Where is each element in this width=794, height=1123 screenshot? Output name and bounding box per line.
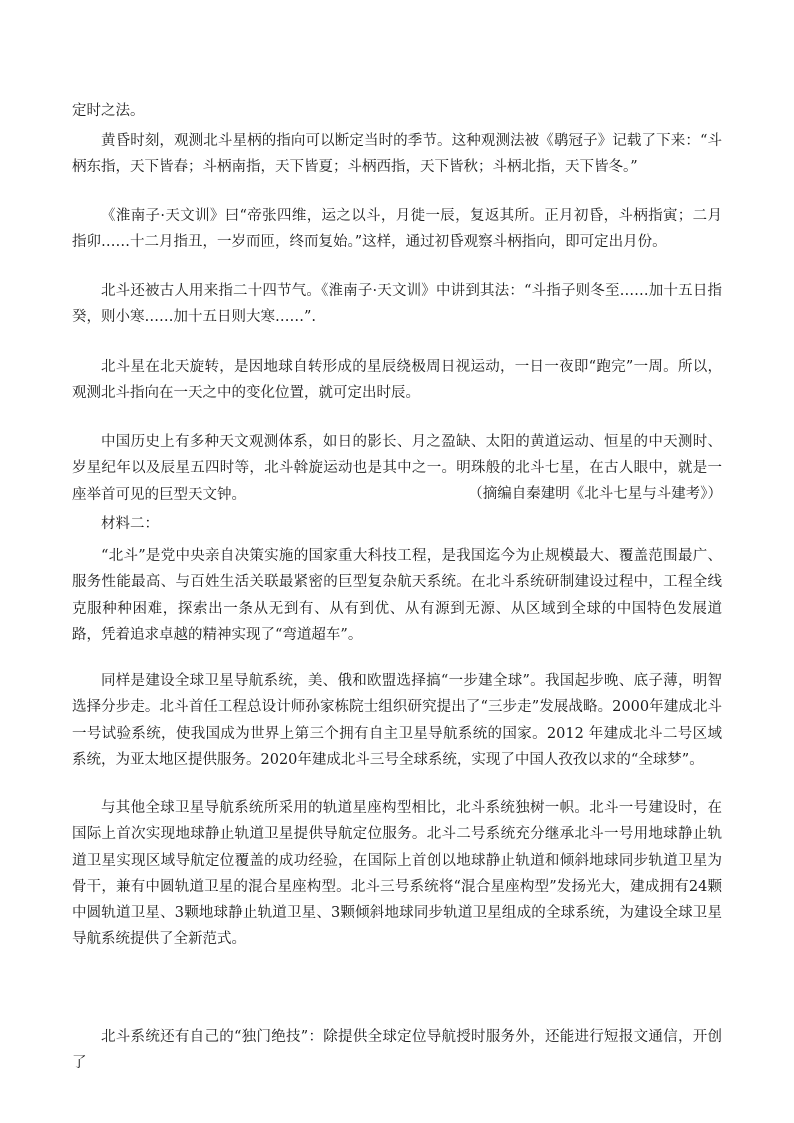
material-two-heading: 材料二：	[101, 516, 159, 532]
paragraph-dusk-observation: 黄昏时刻，观测北斗星柄的指向可以断定当时的季节。这种观测法被《鹖冠子》记载了下来：“斗柄东指，天下皆春；斗柄南指，天下皆夏；斗柄西指，天下皆秋；斗柄北指，天下皆冬。”	[72, 133, 722, 176]
paragraph-constellation: 与其他全球卫星导航系统所采用的轨道星座构型相比，北斗系统独树一帜。北斗一号建设时，在国际上首次实现地球静止轨道卫星提供导航定位服务。北斗二号系统充分继承北斗一号用地球静止轨道卫星实现区域导航定位覆盖的成功经验，在国际上首创以地球静止轨道和倾斜地球同步轨道卫星为骨干，兼有中圆轨道卫星的混合星座构型。北斗三号系统将“混合星座构型”发扬光大，建成拥有24颗中圆轨道卫星、3颗地球静止轨道卫星、3颗倾斜地球同步轨道卫星组成的全球系统，为建设全球卫星导航系统提供了全新范式。	[72, 800, 722, 948]
paragraph-beidou-project: “北斗”是党中央亲自决策实施的国家重大科技工程，是我国迄今为止规模最大、覆盖范围最广、服务性能最高、与百姓生活关联最紧密的巨型复杂航天系统。在北斗系统研制建设过程中，工程全线克服种种困难，探索出一条从无到有、从有到优、从有源到无源、从区域到全球的中国特色发展道路，凭着追求卓越的精神实现了“弯道超车”。	[72, 548, 722, 643]
paragraph-observation-systems: 中国历史上有多种天文观测体系，如日的影长、月之盈缺、太阳的黄道运动、恒星的中天测时、岁星纪年以及辰星五四时等，北斗斡旋运动也是其中之一。明珠般的北斗七星，在古人眼中，就是一座举首可见的巨型天文钟。	[72, 434, 722, 503]
paragraph-solar-terms: 北斗还被古人用来指二十四节气。《淮南子·天文训》中讲到其法：“斗指子则冬至……加十五日指癸，则小寒……加十五日则大寒……”.	[72, 283, 722, 326]
paragraph-three-step-strategy: 同样是建设全球卫星导航系统，美、俄和欧盟选择搞“一步建全球”。我国起步晚、底子薄，明智选择分步走。北斗首任工程总设计师孙家栋院士组织研究提出了“三步走”发展战略。2000年建成北斗一号试验系统，使我国成为世界上第三个拥有自主卫星导航系统的国家。2012 年建成北斗二号区域系统，为亚太地区提供服务。2020年建成北斗三号全球系统，实现了中国人孜孜以求的“全球梦”。	[72, 673, 722, 768]
paragraph-short-message: 北斗系统还有自己的“独门绝技”：除提供全球定位导航授时服务外，还能进行短报文通信，开创了	[72, 1029, 722, 1072]
source-citation: （摘编自秦建明《北斗七星与斗建考》）	[468, 486, 722, 502]
paragraph-continuation: 定时之法。	[72, 103, 145, 119]
paragraph-hours: 北斗星在北天旋转，是因地球自转形成的星辰绕极周日视运动，一日一夜即“跑完”一周。所以，观测北斗指向在一天之中的变化位置，就可定出时辰。	[72, 359, 722, 402]
paragraph-huainanzi-months: 《淮南子·天文训》曰“帝张四维，运之以斗，月徙一辰，复返其所。正月初昏，斗柄指寅；二月指卯……十二月指丑，一岁而匝，终而复始。”这样，通过初昏观察斗柄指向，即可定出月份。	[72, 208, 722, 251]
